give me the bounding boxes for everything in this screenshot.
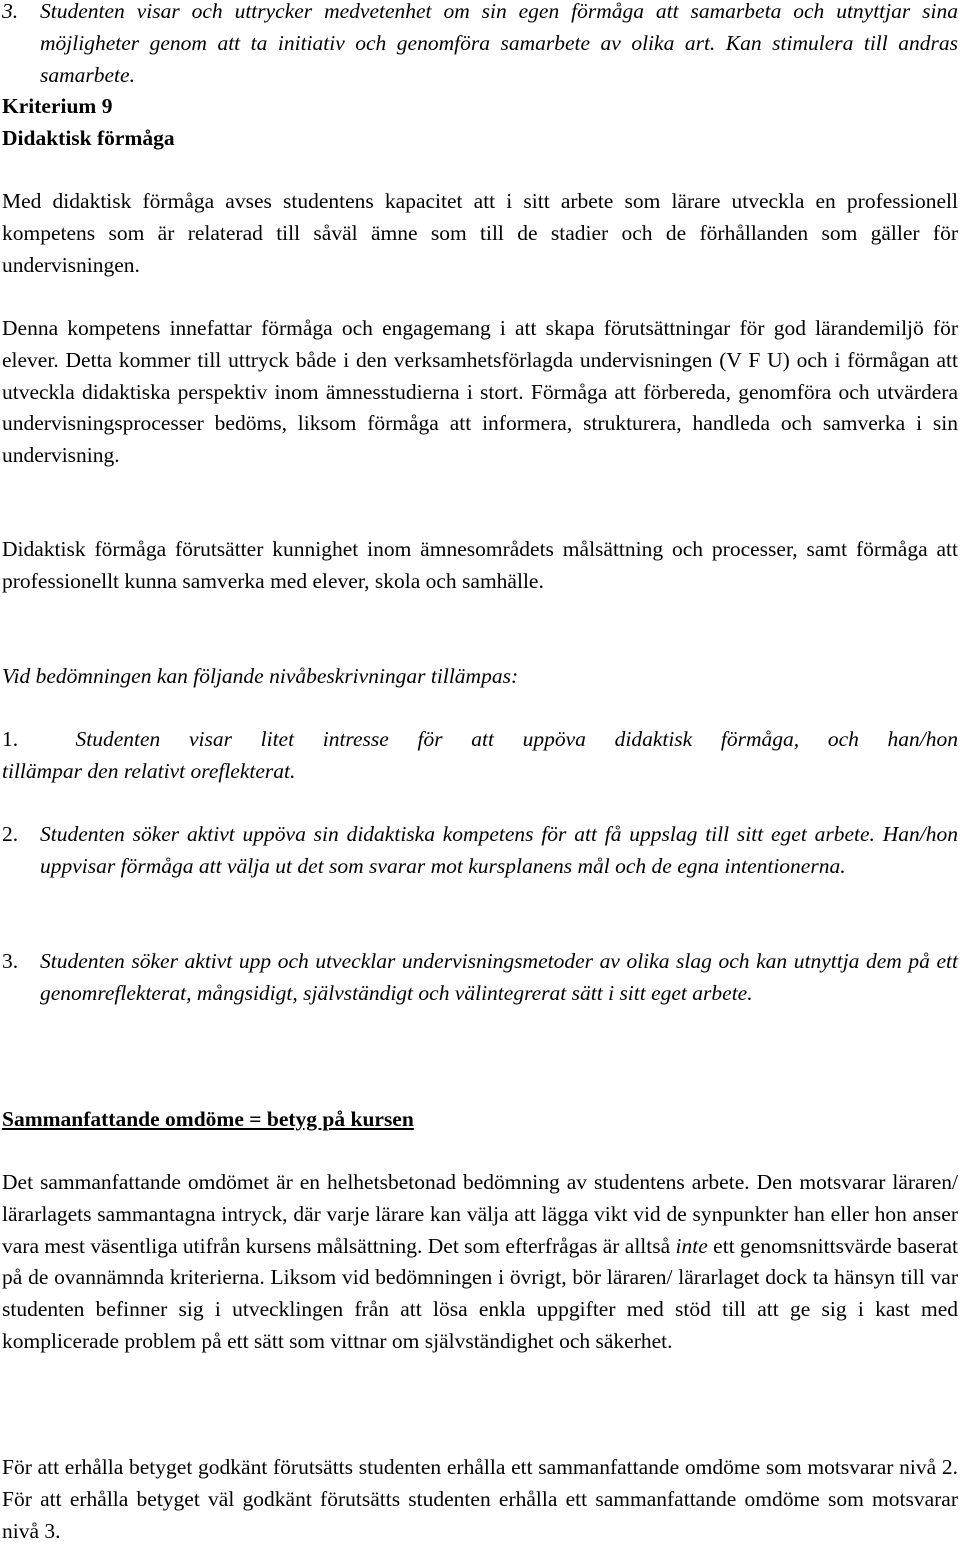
summary-emphasis: inte <box>675 1233 708 1258</box>
level-item-1 <box>2 724 958 788</box>
list-text: Studenten söker aktivt upp och utvecklar undervisningsmetoder av olika slag och kan utnyttja dem på ett genomreflekterat, mångsidigt, självständigt och välintegrerat sätt i sitt eget arbete. <box>40 949 958 1005</box>
summary-text-part-b: ett genomsnittsvärde baserat på de ovannämnda kriterierna. Liksom vid bedömningen i övrigt, bör läraren/ lärarlaget dock ta hänsyn till var studenten befinner sig i utvecklingen från att lösa enkla uppgifter med stöd till att ge sig i kast med komplicerade problem på ett sätt som vittnar om självständighet och säkerhet. <box>2 1233 958 1353</box>
list-text: Studenten söker aktivt uppöva sin didaktiska kompetens för att få uppslag till sitt eget arbete. Han/hon uppvisar förmåga att välja ut det som svarar mot kursplanens mål och de egna intentionerna. <box>40 822 958 878</box>
summary-paragraph-2: För att erhålla betyget godkänt förutsätts studenten erhålla ett sammanfattande omdöme som motsvarar nivå 2. För att erhålla betyget väl godkänt förutsätts studenten erhålla ett sammanfattande omdöme som motsvarar nivå 3. <box>2 1455 958 1543</box>
list-number: 1. <box>2 727 19 751</box>
level-item-2 <box>2 819 958 883</box>
summary-paragraph-1 <box>2 1167 958 1358</box>
level-item-3 <box>2 946 958 1010</box>
paragraph-definition: Med didaktisk förmåga avses studentens kapacitet att i sitt arbete som lärare utveckla en professionell kompetens som är relaterad till såväl ämne som till de stadier och de förhållanden som gäller för undervisningen. <box>2 189 958 277</box>
criterion-title: Didaktisk förmåga <box>2 126 175 150</box>
paragraph-prerequisites: Didaktisk förmåga förutsätter kunnighet inom ämnesområdets målsättning och processer, samt förmåga att professionellt kunna samverka med elever, skola och samhälle. <box>2 537 958 593</box>
paragraph-competence: Denna kompetens innefattar förmåga och engagemang i att skapa förutsättningar för god lärandemiljö för elever. Detta kommer till uttryck både i den verksamhetsförlagda undervisningen (V F U) och i förmågan att utveckla didaktiska perspektiv inom ämnesstudierna i stort. Förmåga att förbereda, genomföra och utvärdera undervisningsprocesser bedöms, liksom förmåga att informera, strukturera, handleda och samverka i sin undervisning. <box>2 316 958 468</box>
summary-text-part-a: Det sammanfattande omdömet är en helhetsbetonad bedömning av studentens arbete. Den motsvarar läraren/ lärarlagets sammantagna intryck, där varje lärare kan välja att lägga vikt vid de synpunkter han eller hon anser vara mest väsentliga utifrån kursens målsättning. Det som efterfrågas är alltså <box>2 1170 958 1258</box>
previous-criterion-level-3 <box>2 0 958 91</box>
summary-heading: Sammanfattande omdöme = betyg på kursen <box>2 1107 414 1131</box>
criterion-label: Kriterium 9 <box>2 94 113 118</box>
list-text-line2: tillämpar den relativt oreflekterat. <box>2 758 296 783</box>
list-text-line1: Studenten visar litet intresse för att uppöva didaktisk förmåga, och han/hon <box>75 727 959 751</box>
list-number: 2. <box>2 822 19 846</box>
list-number: 3. <box>2 0 19 23</box>
levels-intro: Vid bedömningen kan följande nivåbeskrivningar tillämpas: <box>2 664 519 688</box>
list-text: Studenten visar och uttrycker medvetenhet om sin egen förmåga att samarbeta och utnyttjar sina möjligheter genom att ta initiativ och genomföra samarbete av olika art. Kan stimulera till andras samarbete. <box>40 0 958 87</box>
list-number: 3. <box>2 949 19 973</box>
